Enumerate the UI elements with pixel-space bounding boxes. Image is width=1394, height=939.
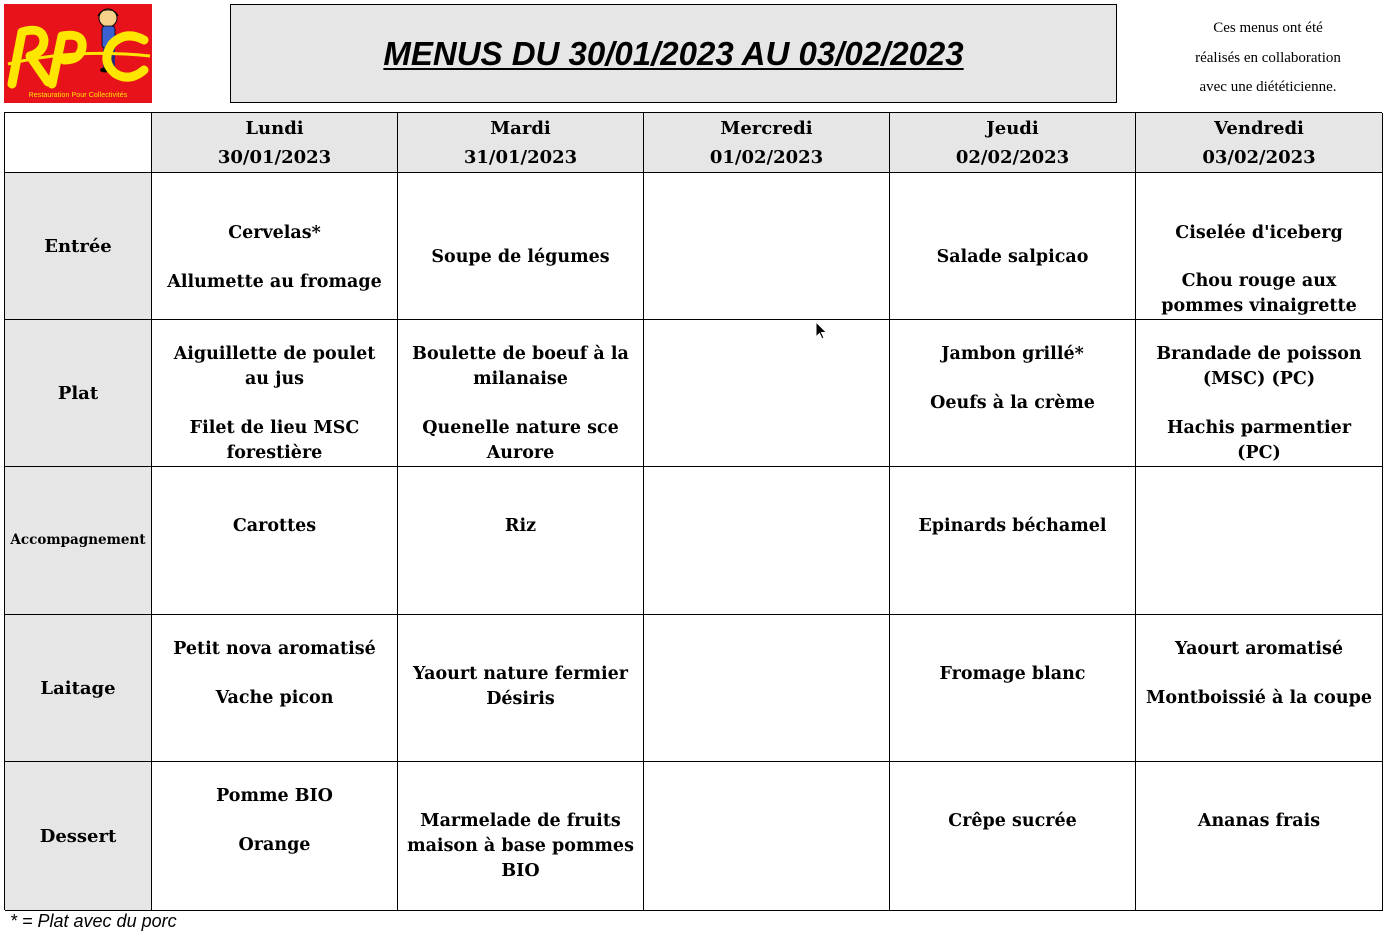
note-line: avec une diététicienne. — [1199, 79, 1337, 95]
day-header-lundi — [152, 113, 398, 173]
menu-cell — [152, 320, 398, 467]
menu-cell — [398, 762, 644, 911]
menu-item: Ciselée d'iceberg — [1175, 223, 1343, 243]
row-header-dessert: Dessert — [5, 762, 152, 911]
menu-item: Orange — [238, 835, 311, 855]
day-date: 01/02/2023 — [709, 147, 824, 168]
day-header-vendredi — [1136, 113, 1383, 173]
menu-cell — [152, 173, 398, 320]
day-name: Mercredi — [720, 118, 813, 139]
menu-item: Cervelas* — [228, 223, 321, 243]
menu-cell — [398, 320, 644, 467]
day-date: 03/02/2023 — [1202, 147, 1316, 168]
menu-cell — [152, 467, 398, 615]
menu-item: Crêpe sucrée — [948, 811, 1077, 831]
menu-cell — [398, 467, 644, 615]
title-banner — [230, 4, 1117, 103]
note-line: réalisés en collaboration — [1195, 49, 1341, 66]
menu-item: Riz — [504, 516, 537, 536]
menu-cell-empty — [644, 173, 890, 320]
menu-cell-empty — [644, 762, 890, 911]
rpc-logo-graphic — [4, 4, 152, 103]
menu-cell-empty — [644, 320, 890, 467]
menu-item: Epinards béchamel — [918, 516, 1107, 536]
page-title: MENUS DU 30/01/2023 AU 03/02/2023 — [383, 34, 964, 72]
day-header-mercredi — [644, 113, 890, 173]
day-name: Vendredi — [1214, 118, 1304, 139]
menu-cell — [890, 320, 1136, 467]
menu-item: Ananas frais — [1197, 811, 1321, 831]
day-name: Jeudi — [986, 118, 1039, 139]
logo-tagline: Restauration Pour Collectivités — [28, 92, 128, 99]
menu-item: Hachis parmentier (PC) — [1166, 418, 1352, 463]
pork-footnote: * = Plat avec du porc — [10, 911, 177, 931]
day-date: 31/01/2023 — [463, 147, 578, 168]
menu-item: Quenelle nature sce Aurore — [422, 418, 619, 463]
menu-cell — [398, 615, 644, 762]
row-header-laitage: Laitage — [5, 615, 152, 762]
day-header-mardi — [398, 113, 644, 173]
menu-cell — [1136, 615, 1383, 762]
menu-cell — [890, 173, 1136, 320]
rpc-logo — [4, 4, 152, 103]
menu-cell-empty — [644, 467, 890, 615]
day-date: 02/02/2023 — [955, 147, 1070, 168]
mouse-cursor-icon — [815, 321, 829, 341]
day-name: Lundi — [245, 118, 304, 139]
row-header-accompagnement: Accompagnement — [5, 467, 152, 615]
menu-cell — [1136, 762, 1383, 911]
row-header-entree: Entrée — [5, 173, 152, 320]
menu-item: Soupe de légumes — [431, 247, 610, 267]
table-corner — [5, 113, 152, 173]
day-header-jeudi — [890, 113, 1136, 173]
menu-item: Vache picon — [215, 688, 334, 708]
menu-cell — [1136, 173, 1383, 320]
menu-cell — [890, 615, 1136, 762]
menu-cell — [890, 467, 1136, 615]
menu-item: Filet de lieu MSC forestière — [189, 418, 360, 463]
menu-item: Oeufs à la crème — [930, 393, 1095, 413]
menu-cell — [152, 615, 398, 762]
menu-cell-empty — [1136, 467, 1383, 615]
menu-item: Jambon grillé* — [941, 344, 1084, 364]
menu-item: Yaourt nature fermier Désiris — [413, 664, 628, 709]
menu-cell-empty — [644, 615, 890, 762]
dietitian-note — [1150, 14, 1386, 103]
menu-item: Brandade de poisson (MSC) (PC) — [1156, 344, 1362, 389]
menu-item: Marmelade de fruits maison à base pommes BIO — [407, 811, 634, 881]
menu-cell — [890, 762, 1136, 911]
note-line: Ces menus ont été — [1213, 20, 1323, 36]
day-name: Mardi — [490, 118, 551, 139]
menu-cell — [1136, 320, 1383, 467]
menu-item: Boulette de boeuf à la milanaise — [412, 344, 629, 389]
menu-item: Petit nova aromatisé — [173, 639, 376, 659]
menu-item: Carottes — [232, 516, 317, 536]
menu-item: Fromage blanc — [939, 664, 1086, 684]
menu-table — [4, 112, 1382, 910]
menu-item: Allumette au fromage — [167, 272, 382, 292]
menu-item: Salade salpicao — [936, 247, 1089, 267]
day-date: 30/01/2023 — [217, 147, 332, 168]
menu-cell — [398, 173, 644, 320]
menu-item: Aiguillette de poulet au jus — [173, 344, 376, 389]
menu-item: Pomme BIO — [216, 786, 333, 806]
menu-item: Montboissié à la coupe — [1146, 688, 1372, 708]
menu-item: Chou rouge aux pommes vinaigrette — [1161, 271, 1357, 316]
menu-item: Yaourt aromatisé — [1174, 639, 1344, 659]
menu-cell — [152, 762, 398, 911]
row-header-plat: Plat — [5, 320, 152, 467]
